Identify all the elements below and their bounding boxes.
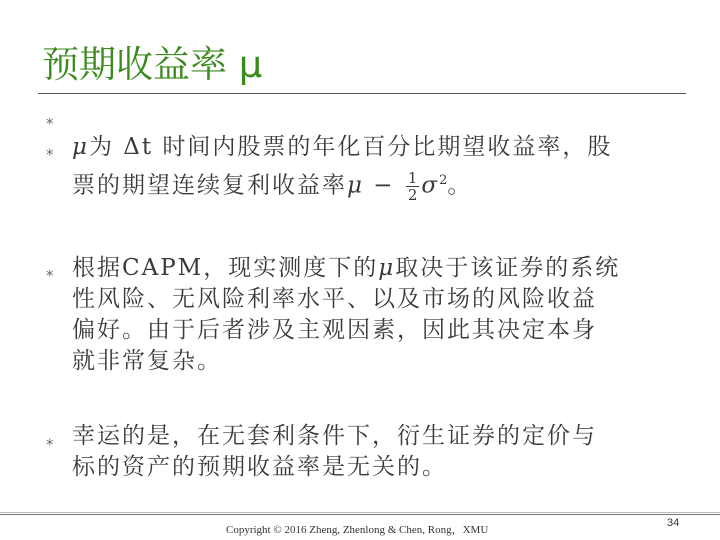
bullet-text-2 [72,253,682,377]
delta-t-symbol: Δt [123,134,154,160]
bullet-3-line-2: 标的资产的预期收益率是无关的。 [72,454,447,480]
mu-symbol: μ [378,255,396,281]
bullet-text-3 [72,421,682,483]
bullet-text-1 [72,132,682,203]
fraction-denominator: 2 [407,186,418,205]
footer-divider [0,514,720,515]
text-fragment: 根据CAPM，现实测度下的 [72,255,379,281]
mu-symbol: μ [72,134,89,160]
bullet-marker-1: ⁎ [46,141,54,159]
footer-divider-light [0,512,720,513]
text-fragment: 为 [88,134,124,160]
text-fragment: 取决于该证券的系统 [395,255,621,281]
text-fragment: 票的期望连续复利收益率 [72,172,347,199]
bullet-2-line-4: 就非常复杂。 [72,348,222,374]
bullet-marker-empty: ⁎ [46,110,54,128]
bullet-2-line-1 [72,253,682,284]
bullet-2-line-2: 性风险、无风险利率水平、以及市场的风险收益 [72,286,597,312]
title-divider [38,93,686,94]
fraction-numerator: 1 [407,169,418,188]
page-number: 34 [667,517,680,529]
slide-title: 预期收益率 μ [42,43,263,86]
minus-sign: − [363,172,404,199]
bullet-3-line-1: 幸运的是，在无套利条件下，衍生证券的定价与 [72,423,597,449]
copyright-text: Copyright © 2016 Zheng, Zhenlong & Chen, Rong，XMU [226,524,489,536]
bullet-marker-3: ⁎ [46,431,54,449]
bullet-1-line-2 [72,165,682,203]
sigma-symbol: σ [421,172,440,199]
bullet-marker-2: ⁎ [46,262,54,280]
mu-symbol: μ [347,172,364,199]
bullet-2-line-3: 偏好。由于后者涉及主观因素，因此其决定本身 [72,317,597,343]
text-fragment: 。 [447,172,473,199]
fraction-one-half [406,170,420,203]
superscript-two: 2 [439,173,448,188]
bullet-1-line-1 [72,132,682,163]
text-fragment: 时间内股票的年化百分比期望收益率，股 [153,134,613,160]
